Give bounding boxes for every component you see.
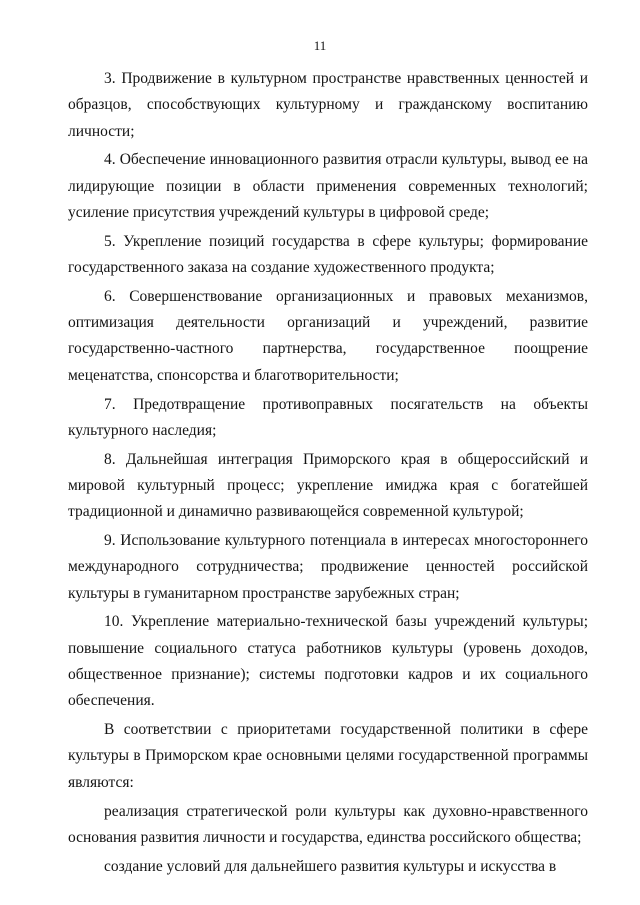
paragraph-goal-2: создание условий для дальнейшего развития культуры и искусства в	[104, 857, 557, 875]
paragraph-priority-3: 3. Продвижение в культурном пространстве нравственных ценностей и образцов, способствующих культурному и гражданскому воспитанию личности;	[68, 70, 588, 140]
paragraph-priority-8: 8. Дальнейшая интеграция Приморского края в общероссийский и мировой культурный процесс; укрепление имиджа края с богатейшей традиционной и динамично развивающейся современной культурой;	[68, 450, 588, 521]
document-body	[68, 66, 588, 882]
paragraph-priority-7: 7. Предотвращение противоправных посягательств на объекты культурного наследия;	[68, 395, 588, 439]
paragraph-goal-1: реализация стратегической роли культуры как духовно-нравственного основания развития личности и государства, единства российского общества;	[68, 802, 588, 846]
paragraph-priority-9: 9. Использование культурного потенциала в интересах многостороннего международного сотрудничества; продвижение ценностей российской культуры в гуманитарном пространстве зарубежных стран;	[68, 532, 588, 602]
paragraph-priority-10: 10. Укрепление материально-технической базы учреждений культуры; повышение социального статуса работников культуры (уровень доходов, общественное признание); системы подготовки кадров и их социального обеспечения.	[68, 613, 588, 710]
paragraph-priority-6: 6. Совершенствование организационных и правовых механизмов, оптимизация деятельности организаций и учреждений, развитие государственно-частного партнерства, государственное поощрение меценатства, спонсорства и благотворительности;	[68, 287, 588, 384]
paragraph-priority-5: 5. Укрепление позиций государства в сфере культуры; формирование государственного заказа на создание художественного продукта;	[68, 232, 588, 277]
page-number: 11	[313, 38, 327, 53]
paragraph-priority-4: 4. Обеспечение инновационного развития отрасли культуры, вывод ее на лидирующие позиции в области применения современных технологий; усиление присутствия учреждений культуры в цифровой среде;	[68, 151, 588, 221]
paragraph-goals-intro: В соответствии с приоритетами государственной политики в сфере культуры в Приморском крае основными целями государственной программы являются:	[68, 721, 588, 791]
